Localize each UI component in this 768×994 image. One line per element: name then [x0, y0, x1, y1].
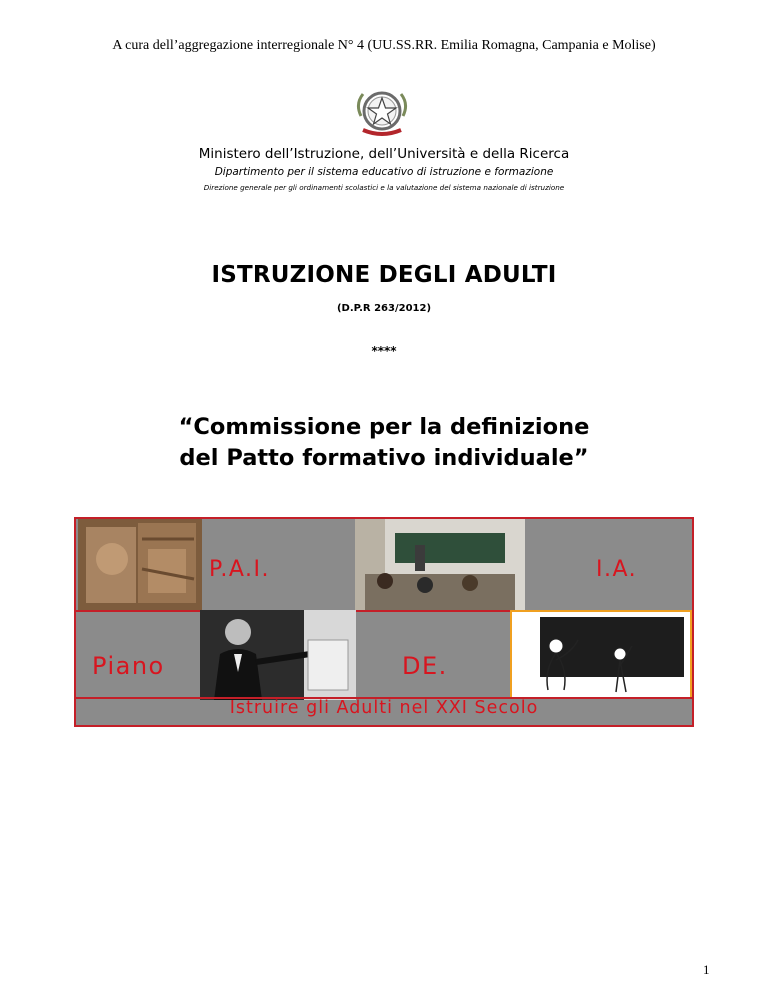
- teacher-photo: [200, 610, 356, 700]
- piano-label: Piano: [92, 652, 165, 680]
- department-name: Dipartimento per il sistema educativo di istruzione e formazione: [214, 166, 554, 178]
- pai-label: P.A.I.: [209, 557, 270, 582]
- ministry-name: Ministero dell’Istruzione, dell’Università e della Ricerca: [198, 146, 570, 162]
- de-label: DE.: [402, 652, 448, 680]
- document-header: A cura dell’aggregazione interregionale N° 4 (UU.SS.RR. Emilia Romagna, Campania e Molise): [112, 38, 656, 53]
- document-title: ISTRUZIONE DEGLI ADULTI: [211, 262, 557, 288]
- page-number: 1: [703, 962, 710, 977]
- pai-banner: [74, 517, 694, 727]
- italian-republic-emblem-icon: [349, 86, 415, 140]
- banner-slogan: Istruire gli Adulti nel XXI Secolo: [229, 698, 539, 718]
- commission-title-line-2: del Patto formativo individuale”: [179, 445, 589, 471]
- decree-reference: (D.P.R 263/2012): [336, 303, 432, 314]
- separator: ****: [371, 344, 397, 358]
- stone-relief-image: [78, 519, 202, 610]
- blackboard-sketch-image: [510, 610, 692, 699]
- direction-name: Direzione generale per gli ordinamenti scolastici e la valutazione del sistema nazionale di istruzione: [203, 183, 565, 192]
- commission-title-line-1: “Commissione per la definizione: [178, 414, 590, 440]
- ia-label: I.A.: [596, 557, 638, 582]
- commission-title: [0, 412, 768, 474]
- classroom-photo: [355, 519, 525, 612]
